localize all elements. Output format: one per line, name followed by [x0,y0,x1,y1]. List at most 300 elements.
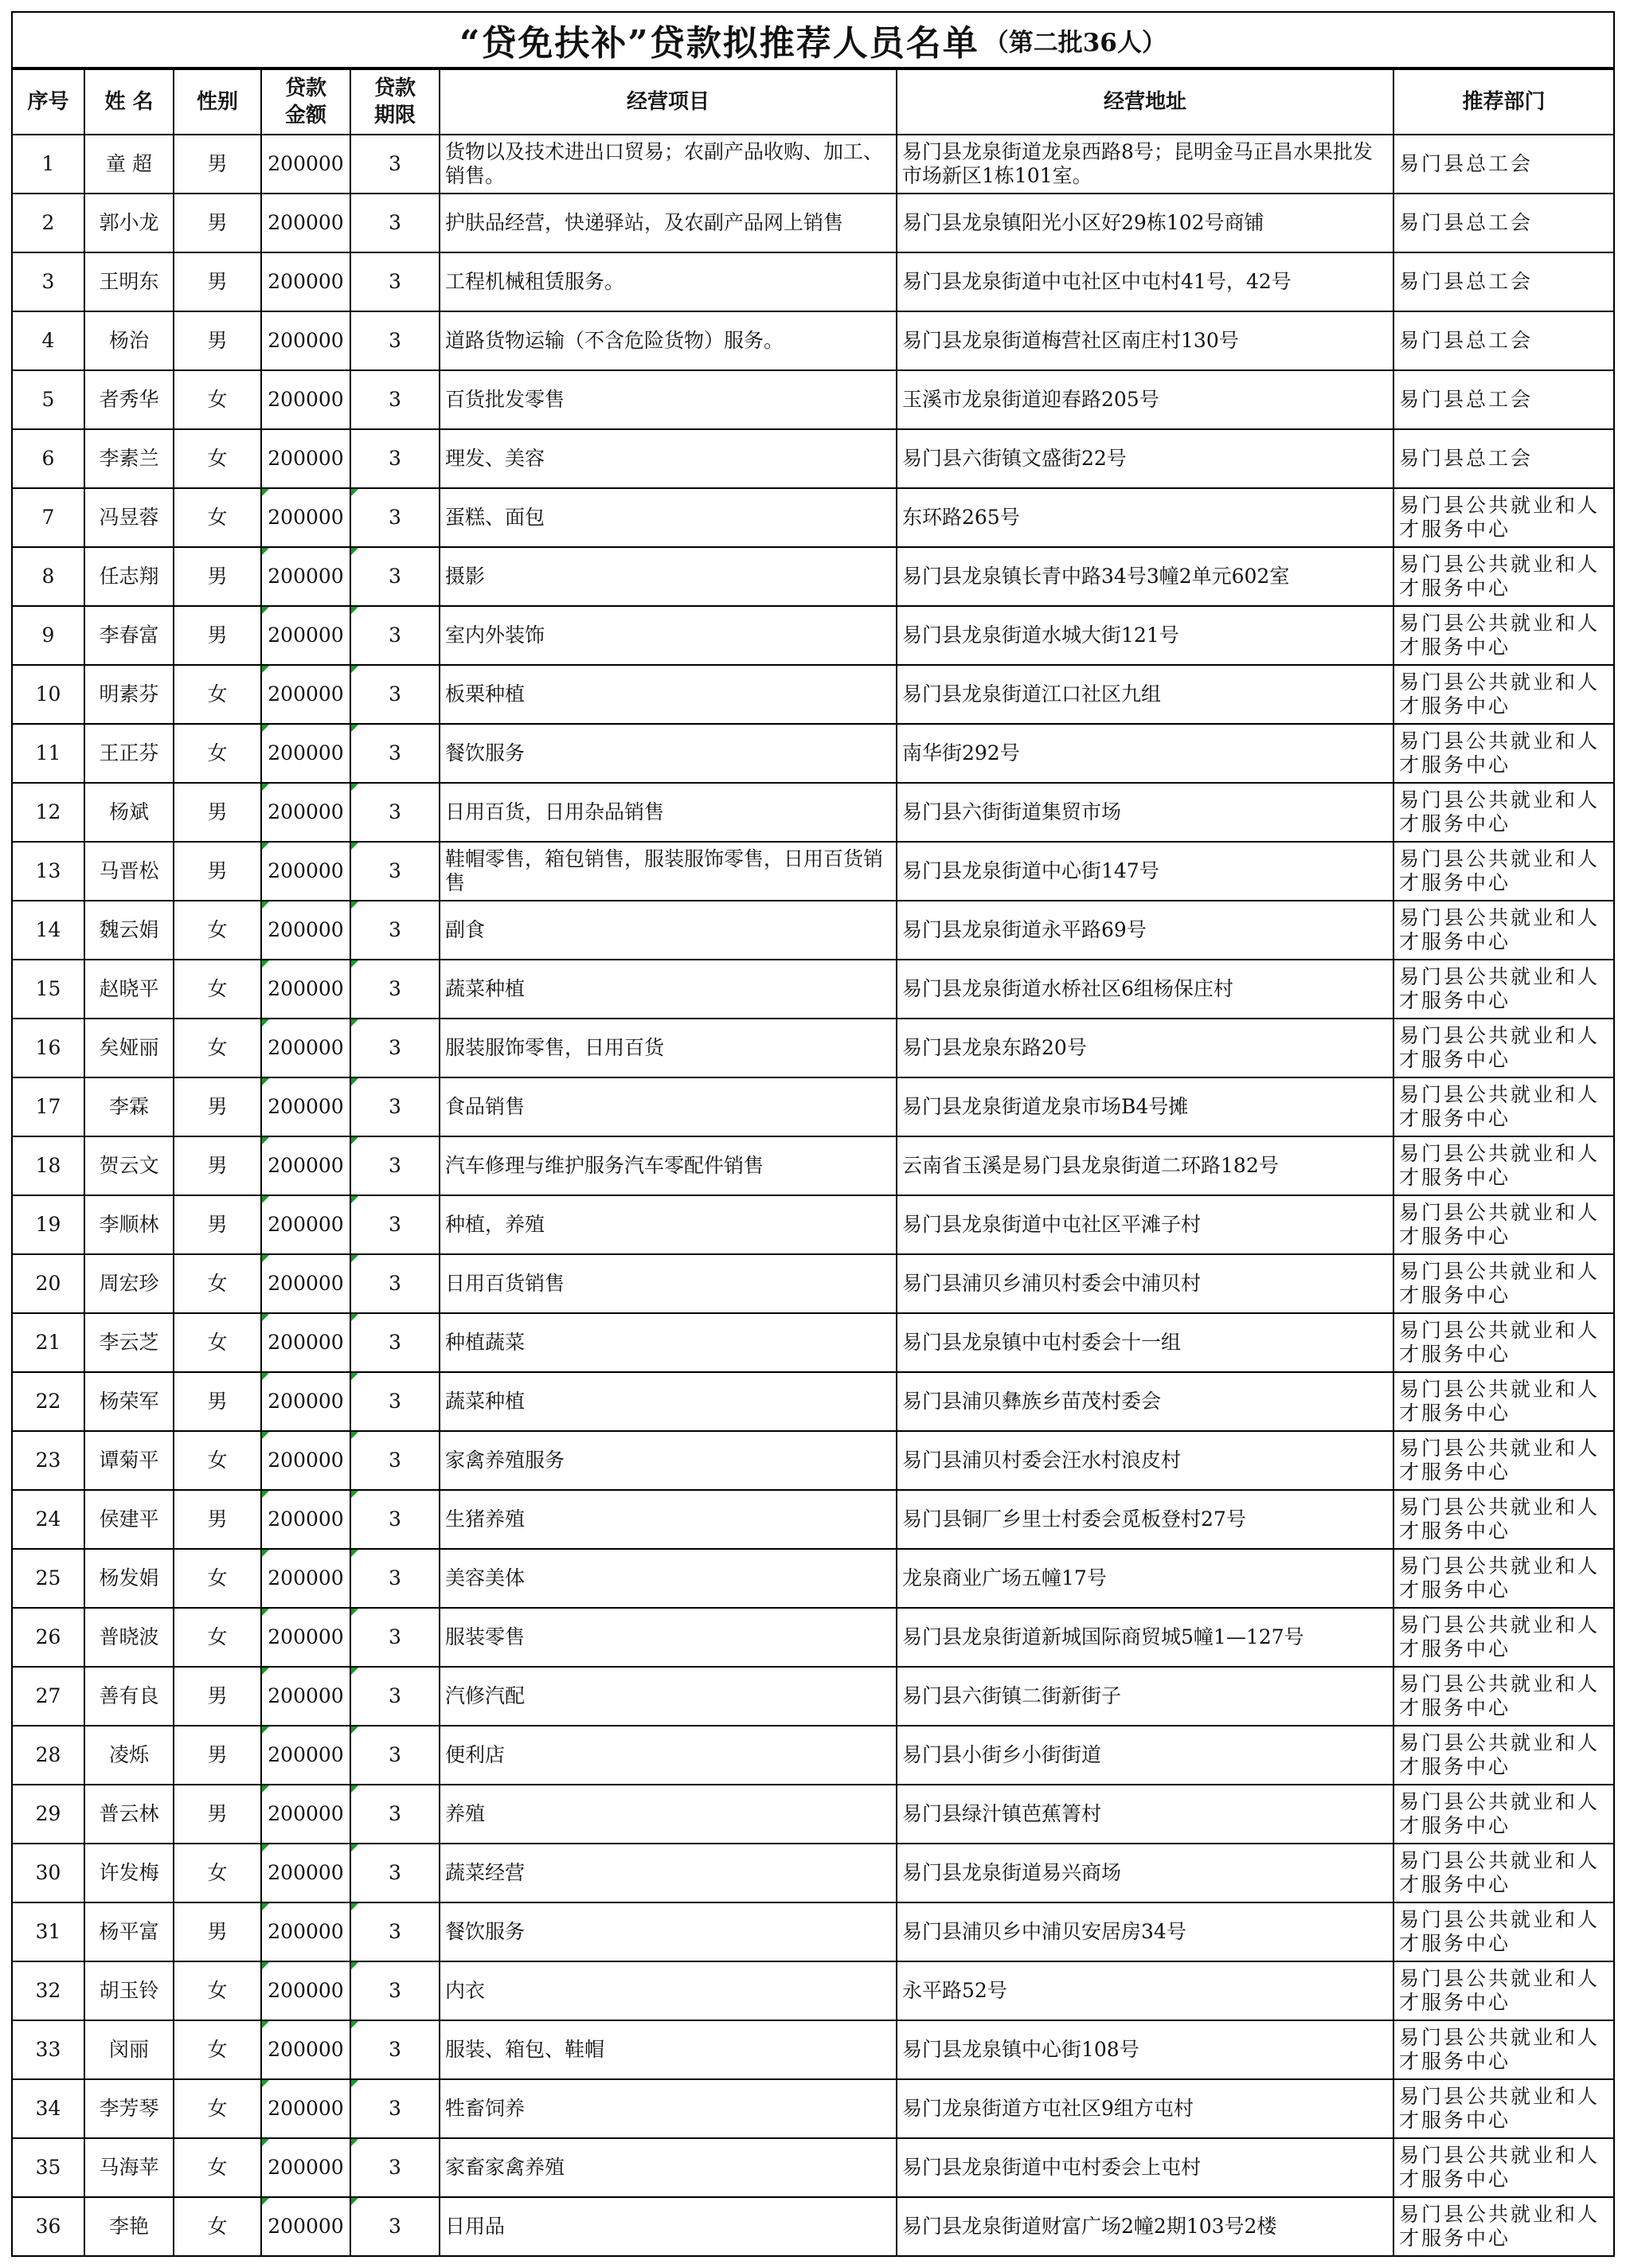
cell-loan-term: 3 [350,665,440,724]
cell-gender: 女 [174,665,261,724]
cell-address: 易门县龙泉街道永平路69号 [897,901,1393,960]
cell-loan-amount: 200000 [261,1902,350,1961]
cell-loan-amount: 200000 [261,1549,350,1608]
table-row [13,1844,1613,1902]
cell-business: 餐饮服务 [440,724,897,783]
table-row [13,1431,1613,1490]
cell-name: 许发梅 [84,1844,174,1902]
cell-loan-term: 3 [350,135,440,194]
cell-name: 王明东 [84,252,174,311]
cell-gender: 男 [174,1726,261,1785]
cell-name: 任志翔 [84,547,174,606]
cell-loan-term: 3 [350,606,440,665]
cell-loan-term: 3 [350,960,440,1019]
cell-loan-amount: 200000 [261,194,350,252]
cell-loan-term: 3 [350,429,440,488]
cell-name: 明素芬 [84,665,174,724]
cell-index: 22 [13,1372,84,1431]
cell-loan-term: 3 [350,1785,440,1844]
cell-index: 3 [13,252,84,311]
page-title: “贷免扶补”贷款拟推荐人员名单 [459,23,979,64]
header-name: 姓 名 [84,69,174,135]
cell-loan-amount: 200000 [261,429,350,488]
cell-loan-term: 3 [350,1902,440,1961]
cell-loan-amount: 200000 [261,1667,350,1726]
cell-index: 2 [13,194,84,252]
cell-gender: 男 [174,842,261,901]
cell-gender: 男 [174,1136,261,1195]
cell-name: 李顺林 [84,1195,174,1254]
cell-address: 易门县六街镇二街新街子 [897,1667,1393,1726]
cell-department: 易门县总工会 [1393,370,1613,429]
cell-address: 易门县龙泉街道新城国际商贸城5幢1—127号 [897,1608,1393,1667]
cell-address: 易门县龙泉街道易兴商场 [897,1844,1393,1902]
cell-gender: 女 [174,901,261,960]
cell-loan-term: 3 [350,1136,440,1195]
cell-address: 南华街292号 [897,724,1393,783]
cell-loan-amount: 200000 [261,1372,350,1431]
cell-index: 9 [13,606,84,665]
cell-name: 善有良 [84,1667,174,1726]
cell-gender: 男 [174,1195,261,1254]
table-row [13,1785,1613,1844]
cell-index: 16 [13,1019,84,1077]
cell-gender: 女 [174,488,261,547]
cell-index: 13 [13,842,84,901]
title-row [13,13,1613,68]
cell-business: 日用百货销售 [440,1254,897,1313]
cell-business: 摄影 [440,547,897,606]
cell-address: 龙泉商业广场五幢17号 [897,1549,1393,1608]
cell-name: 李芳琴 [84,2079,174,2138]
table-row [13,960,1613,1019]
cell-gender: 女 [174,2138,261,2197]
cell-gender: 女 [174,1254,261,1313]
cell-loan-amount: 200000 [261,547,350,606]
cell-department: 易门县公共就业和人才服务中心 [1393,1549,1613,1608]
cell-business: 服装零售 [440,1608,897,1667]
cell-business: 家畜家禽养殖 [440,2138,897,2197]
cell-department: 易门县公共就业和人才服务中心 [1393,1961,1613,2020]
cell-loan-amount: 200000 [261,1490,350,1549]
cell-loan-amount: 200000 [261,724,350,783]
cell-loan-term: 3 [350,724,440,783]
cell-name: 李霖 [84,1077,174,1136]
cell-loan-amount: 200000 [261,2079,350,2138]
cell-loan-term: 3 [350,2079,440,2138]
cell-gender: 女 [174,1961,261,2020]
cell-index: 26 [13,1608,84,1667]
cell-address: 易门县浦贝乡浦贝村委会中浦贝村 [897,1254,1393,1313]
cell-index: 1 [13,135,84,194]
cell-gender: 男 [174,1667,261,1726]
cell-loan-term: 3 [350,2138,440,2197]
cell-index: 15 [13,960,84,1019]
cell-business: 鞋帽零售，箱包销售，服装服饰零售，日用百货销售 [440,842,897,901]
cell-department: 易门县公共就业和人才服务中心 [1393,1372,1613,1431]
table-row [13,783,1613,842]
cell-department: 易门县公共就业和人才服务中心 [1393,488,1613,547]
document-sheet [11,11,1615,2257]
header-department: 推荐部门 [1393,69,1613,135]
cell-name: 李艳 [84,2197,174,2256]
cell-index: 20 [13,1254,84,1313]
cell-department: 易门县总工会 [1393,135,1613,194]
cell-department: 易门县公共就业和人才服务中心 [1393,2020,1613,2079]
cell-index: 31 [13,1902,84,1961]
cell-loan-amount: 200000 [261,901,350,960]
cell-department: 易门县公共就业和人才服务中心 [1393,1431,1613,1490]
table-row [13,901,1613,960]
cell-name: 侯建平 [84,1490,174,1549]
cell-loan-amount: 200000 [261,370,350,429]
cell-loan-term: 3 [350,1019,440,1077]
header-loan-term: 贷款 期限 [350,69,440,135]
cell-department: 易门县公共就业和人才服务中心 [1393,1077,1613,1136]
recommendation-table [13,68,1613,2257]
cell-gender: 女 [174,370,261,429]
table-row [13,370,1613,429]
cell-address: 易门县龙泉街道龙泉市场B4号摊 [897,1077,1393,1136]
cell-loan-term: 3 [350,842,440,901]
cell-address: 易门县龙泉镇中心街108号 [897,2020,1393,2079]
cell-address: 易门县浦贝乡中浦贝安居房34号 [897,1902,1393,1961]
cell-department: 易门县总工会 [1393,252,1613,311]
cell-loan-term: 3 [350,194,440,252]
cell-business: 养殖 [440,1785,897,1844]
cell-index: 10 [13,665,84,724]
cell-address: 易门县龙泉街道龙泉西路8号；昆明金马正昌水果批发市场新区1栋101室。 [897,135,1393,194]
cell-index: 30 [13,1844,84,1902]
cell-business: 服装、箱包、鞋帽 [440,2020,897,2079]
cell-index: 34 [13,2079,84,2138]
table-row [13,1549,1613,1608]
cell-index: 23 [13,1431,84,1490]
cell-gender: 女 [174,1019,261,1077]
cell-loan-term: 3 [350,1726,440,1785]
header-business: 经营项目 [440,69,897,135]
cell-department: 易门县公共就业和人才服务中心 [1393,1490,1613,1549]
cell-department: 易门县公共就业和人才服务中心 [1393,1844,1613,1902]
cell-department: 易门县公共就业和人才服务中心 [1393,2197,1613,2256]
table-row [13,547,1613,606]
cell-loan-amount: 200000 [261,2138,350,2197]
cell-loan-term: 3 [350,1490,440,1549]
table-row [13,2079,1613,2138]
cell-business: 货物以及技术进出口贸易；农副产品收购、加工、销售。 [440,135,897,194]
cell-gender: 男 [174,1372,261,1431]
cell-index: 4 [13,311,84,370]
table-row [13,1313,1613,1372]
table-body [13,135,1613,2256]
cell-address: 易门县绿汁镇芭蕉箐村 [897,1785,1393,1844]
cell-address: 易门县六街街道集贸市场 [897,783,1393,842]
cell-name: 王正芬 [84,724,174,783]
cell-department: 易门县公共就业和人才服务中心 [1393,960,1613,1019]
table-row [13,1195,1613,1254]
header-address: 经营地址 [897,69,1393,135]
cell-department: 易门县总工会 [1393,194,1613,252]
table-row [13,1667,1613,1726]
cell-loan-amount: 200000 [261,1254,350,1313]
cell-business: 室内外装饰 [440,606,897,665]
cell-index: 12 [13,783,84,842]
cell-gender: 男 [174,1785,261,1844]
cell-department: 易门县公共就业和人才服务中心 [1393,1667,1613,1726]
cell-index: 18 [13,1136,84,1195]
cell-address: 永平路52号 [897,1961,1393,2020]
cell-address: 易门县铜厂乡里士村委会觅板登村27号 [897,1490,1393,1549]
cell-gender: 男 [174,1490,261,1549]
table-header-row [13,69,1613,135]
cell-loan-term: 3 [350,901,440,960]
cell-loan-amount: 200000 [261,311,350,370]
table-row [13,1019,1613,1077]
cell-index: 21 [13,1313,84,1372]
table-row [13,724,1613,783]
cell-name: 冯昱蓉 [84,488,174,547]
cell-business: 蔬菜种植 [440,960,897,1019]
table-row [13,1372,1613,1431]
cell-index: 17 [13,1077,84,1136]
cell-address: 易门龙泉街道方屯社区9组方屯村 [897,2079,1393,2138]
cell-department: 易门县总工会 [1393,429,1613,488]
cell-business: 工程机械租赁服务。 [440,252,897,311]
cell-loan-term: 3 [350,488,440,547]
cell-gender: 男 [174,783,261,842]
cell-gender: 男 [174,1902,261,1961]
cell-business: 汽车修理与维护服务汽车零配件销售 [440,1136,897,1195]
cell-loan-amount: 200000 [261,1136,350,1195]
cell-business: 餐饮服务 [440,1902,897,1961]
cell-name: 普晓波 [84,1608,174,1667]
cell-loan-term: 3 [350,2197,440,2256]
cell-loan-amount: 200000 [261,1726,350,1785]
table-row [13,606,1613,665]
table-row [13,1902,1613,1961]
cell-business: 蔬菜种植 [440,1372,897,1431]
table-row [13,1726,1613,1785]
table-row [13,1077,1613,1136]
cell-address: 东环路265号 [897,488,1393,547]
cell-index: 25 [13,1549,84,1608]
cell-index: 7 [13,488,84,547]
cell-business: 生猪养殖 [440,1490,897,1549]
cell-gender: 男 [174,311,261,370]
cell-index: 36 [13,2197,84,2256]
cell-business: 牲畜饲养 [440,2079,897,2138]
cell-address: 玉溪市龙泉街道迎春路205号 [897,370,1393,429]
cell-department: 易门县公共就业和人才服务中心 [1393,783,1613,842]
cell-gender: 男 [174,252,261,311]
cell-department: 易门县公共就业和人才服务中心 [1393,1902,1613,1961]
cell-index: 33 [13,2020,84,2079]
cell-business: 蛋糕、面包 [440,488,897,547]
cell-department: 易门县公共就业和人才服务中心 [1393,665,1613,724]
cell-loan-amount: 200000 [261,1019,350,1077]
cell-index: 8 [13,547,84,606]
cell-loan-amount: 200000 [261,1844,350,1902]
cell-loan-amount: 200000 [261,606,350,665]
cell-department: 易门县公共就业和人才服务中心 [1393,1254,1613,1313]
table-row [13,665,1613,724]
cell-index: 27 [13,1667,84,1726]
cell-index: 32 [13,1961,84,2020]
cell-loan-term: 3 [350,783,440,842]
cell-name: 杨斌 [84,783,174,842]
cell-name: 矣娅丽 [84,1019,174,1077]
cell-name: 普云林 [84,1785,174,1844]
cell-index: 24 [13,1490,84,1549]
table-row [13,2138,1613,2197]
cell-business: 护肤品经营，快递驿站，及农副产品网上销售 [440,194,897,252]
table-row [13,842,1613,901]
table-row [13,2197,1613,2256]
cell-gender: 女 [174,429,261,488]
cell-address: 易门县浦贝彝族乡苗茂村委会 [897,1372,1393,1431]
cell-loan-amount: 200000 [261,1785,350,1844]
cell-gender: 男 [174,194,261,252]
cell-business: 食品销售 [440,1077,897,1136]
cell-index: 29 [13,1785,84,1844]
cell-business: 蔬菜经营 [440,1844,897,1902]
header-gender: 性别 [174,69,261,135]
cell-address: 易门县小街乡小街街道 [897,1726,1393,1785]
cell-gender: 女 [174,1844,261,1902]
cell-department: 易门县公共就业和人才服务中心 [1393,2138,1613,2197]
cell-address: 易门县龙泉街道中屯社区平滩子村 [897,1195,1393,1254]
table-row [13,429,1613,488]
cell-loan-amount: 200000 [261,960,350,1019]
cell-index: 14 [13,901,84,960]
cell-gender: 女 [174,1549,261,1608]
cell-name: 杨平富 [84,1902,174,1961]
cell-name: 谭菊平 [84,1431,174,1490]
cell-gender: 女 [174,724,261,783]
cell-department: 易门县公共就业和人才服务中心 [1393,1019,1613,1077]
cell-address: 易门县龙泉镇长青中路34号3幢2单元602室 [897,547,1393,606]
cell-loan-amount: 200000 [261,2020,350,2079]
table-row [13,1254,1613,1313]
cell-name: 杨荣军 [84,1372,174,1431]
cell-index: 5 [13,370,84,429]
cell-loan-term: 3 [350,1549,440,1608]
cell-department: 易门县公共就业和人才服务中心 [1393,724,1613,783]
cell-index: 6 [13,429,84,488]
cell-address: 易门县龙泉街道水城大街121号 [897,606,1393,665]
cell-department: 易门县公共就业和人才服务中心 [1393,1195,1613,1254]
cell-loan-amount: 200000 [261,1608,350,1667]
cell-business: 美容美体 [440,1549,897,1608]
cell-loan-amount: 200000 [261,1313,350,1372]
table-row [13,1136,1613,1195]
cell-loan-amount: 200000 [261,135,350,194]
cell-gender: 女 [174,2197,261,2256]
cell-loan-term: 3 [350,370,440,429]
cell-business: 种植，养殖 [440,1195,897,1254]
cell-department: 易门县公共就业和人才服务中心 [1393,547,1613,606]
cell-loan-term: 3 [350,1431,440,1490]
table-row [13,1961,1613,2020]
cell-name: 杨发娟 [84,1549,174,1608]
cell-name: 者秀华 [84,370,174,429]
cell-name: 贺云文 [84,1136,174,1195]
cell-business: 板栗种植 [440,665,897,724]
cell-gender: 男 [174,547,261,606]
cell-index: 11 [13,724,84,783]
cell-address: 易门县龙泉街道中心街147号 [897,842,1393,901]
cell-gender: 女 [174,2079,261,2138]
cell-business: 理发、美容 [440,429,897,488]
cell-loan-term: 3 [350,1372,440,1431]
table-row [13,135,1613,194]
cell-department: 易门县公共就业和人才服务中心 [1393,842,1613,901]
cell-business: 汽修汽配 [440,1667,897,1726]
cell-address: 易门县龙泉街道中屯村委会上屯村 [897,2138,1393,2197]
cell-gender: 女 [174,2020,261,2079]
cell-business: 日用品 [440,2197,897,2256]
cell-business: 家禽养殖服务 [440,1431,897,1490]
table-row [13,252,1613,311]
cell-loan-amount: 200000 [261,488,350,547]
cell-name: 李春富 [84,606,174,665]
cell-address: 云南省玉溪是易门县龙泉街道二环路182号 [897,1136,1393,1195]
cell-address: 易门县龙泉街道财富广场2幢2期103号2楼 [897,2197,1393,2256]
cell-name: 童 超 [84,135,174,194]
cell-loan-term: 3 [350,547,440,606]
cell-loan-term: 3 [350,252,440,311]
cell-loan-term: 3 [350,311,440,370]
cell-gender: 女 [174,1431,261,1490]
cell-department: 易门县公共就业和人才服务中心 [1393,1785,1613,1844]
cell-loan-amount: 200000 [261,842,350,901]
header-index: 序号 [13,69,84,135]
cell-loan-term: 3 [350,1667,440,1726]
table-row [13,1490,1613,1549]
cell-address: 易门县浦贝村委会汪水村浪皮村 [897,1431,1393,1490]
cell-gender: 男 [174,135,261,194]
cell-gender: 女 [174,1313,261,1372]
cell-name: 李云芝 [84,1313,174,1372]
cell-loan-amount: 200000 [261,252,350,311]
cell-business: 便利店 [440,1726,897,1785]
cell-name: 李素兰 [84,429,174,488]
cell-loan-amount: 200000 [261,1431,350,1490]
cell-loan-amount: 200000 [261,1961,350,2020]
cell-address: 易门县龙泉镇中屯村委会十一组 [897,1313,1393,1372]
cell-name: 杨治 [84,311,174,370]
cell-loan-term: 3 [350,1844,440,1902]
cell-address: 易门县龙泉街道江口社区九组 [897,665,1393,724]
cell-business: 内衣 [440,1961,897,2020]
cell-department: 易门县公共就业和人才服务中心 [1393,2079,1613,2138]
cell-loan-amount: 200000 [261,1195,350,1254]
cell-loan-term: 3 [350,1961,440,2020]
cell-business: 种植蔬菜 [440,1313,897,1372]
header-loan-amount: 贷款 金额 [261,69,350,135]
table-row [13,311,1613,370]
cell-business: 服装服饰零售，日用百货 [440,1019,897,1077]
table-row [13,194,1613,252]
cell-loan-term: 3 [350,1313,440,1372]
cell-loan-term: 3 [350,1254,440,1313]
cell-index: 35 [13,2138,84,2197]
cell-loan-amount: 200000 [261,783,350,842]
cell-department: 易门县公共就业和人才服务中心 [1393,1608,1613,1667]
cell-gender: 男 [174,1077,261,1136]
cell-loan-term: 3 [350,2020,440,2079]
cell-name: 胡玉铃 [84,1961,174,2020]
